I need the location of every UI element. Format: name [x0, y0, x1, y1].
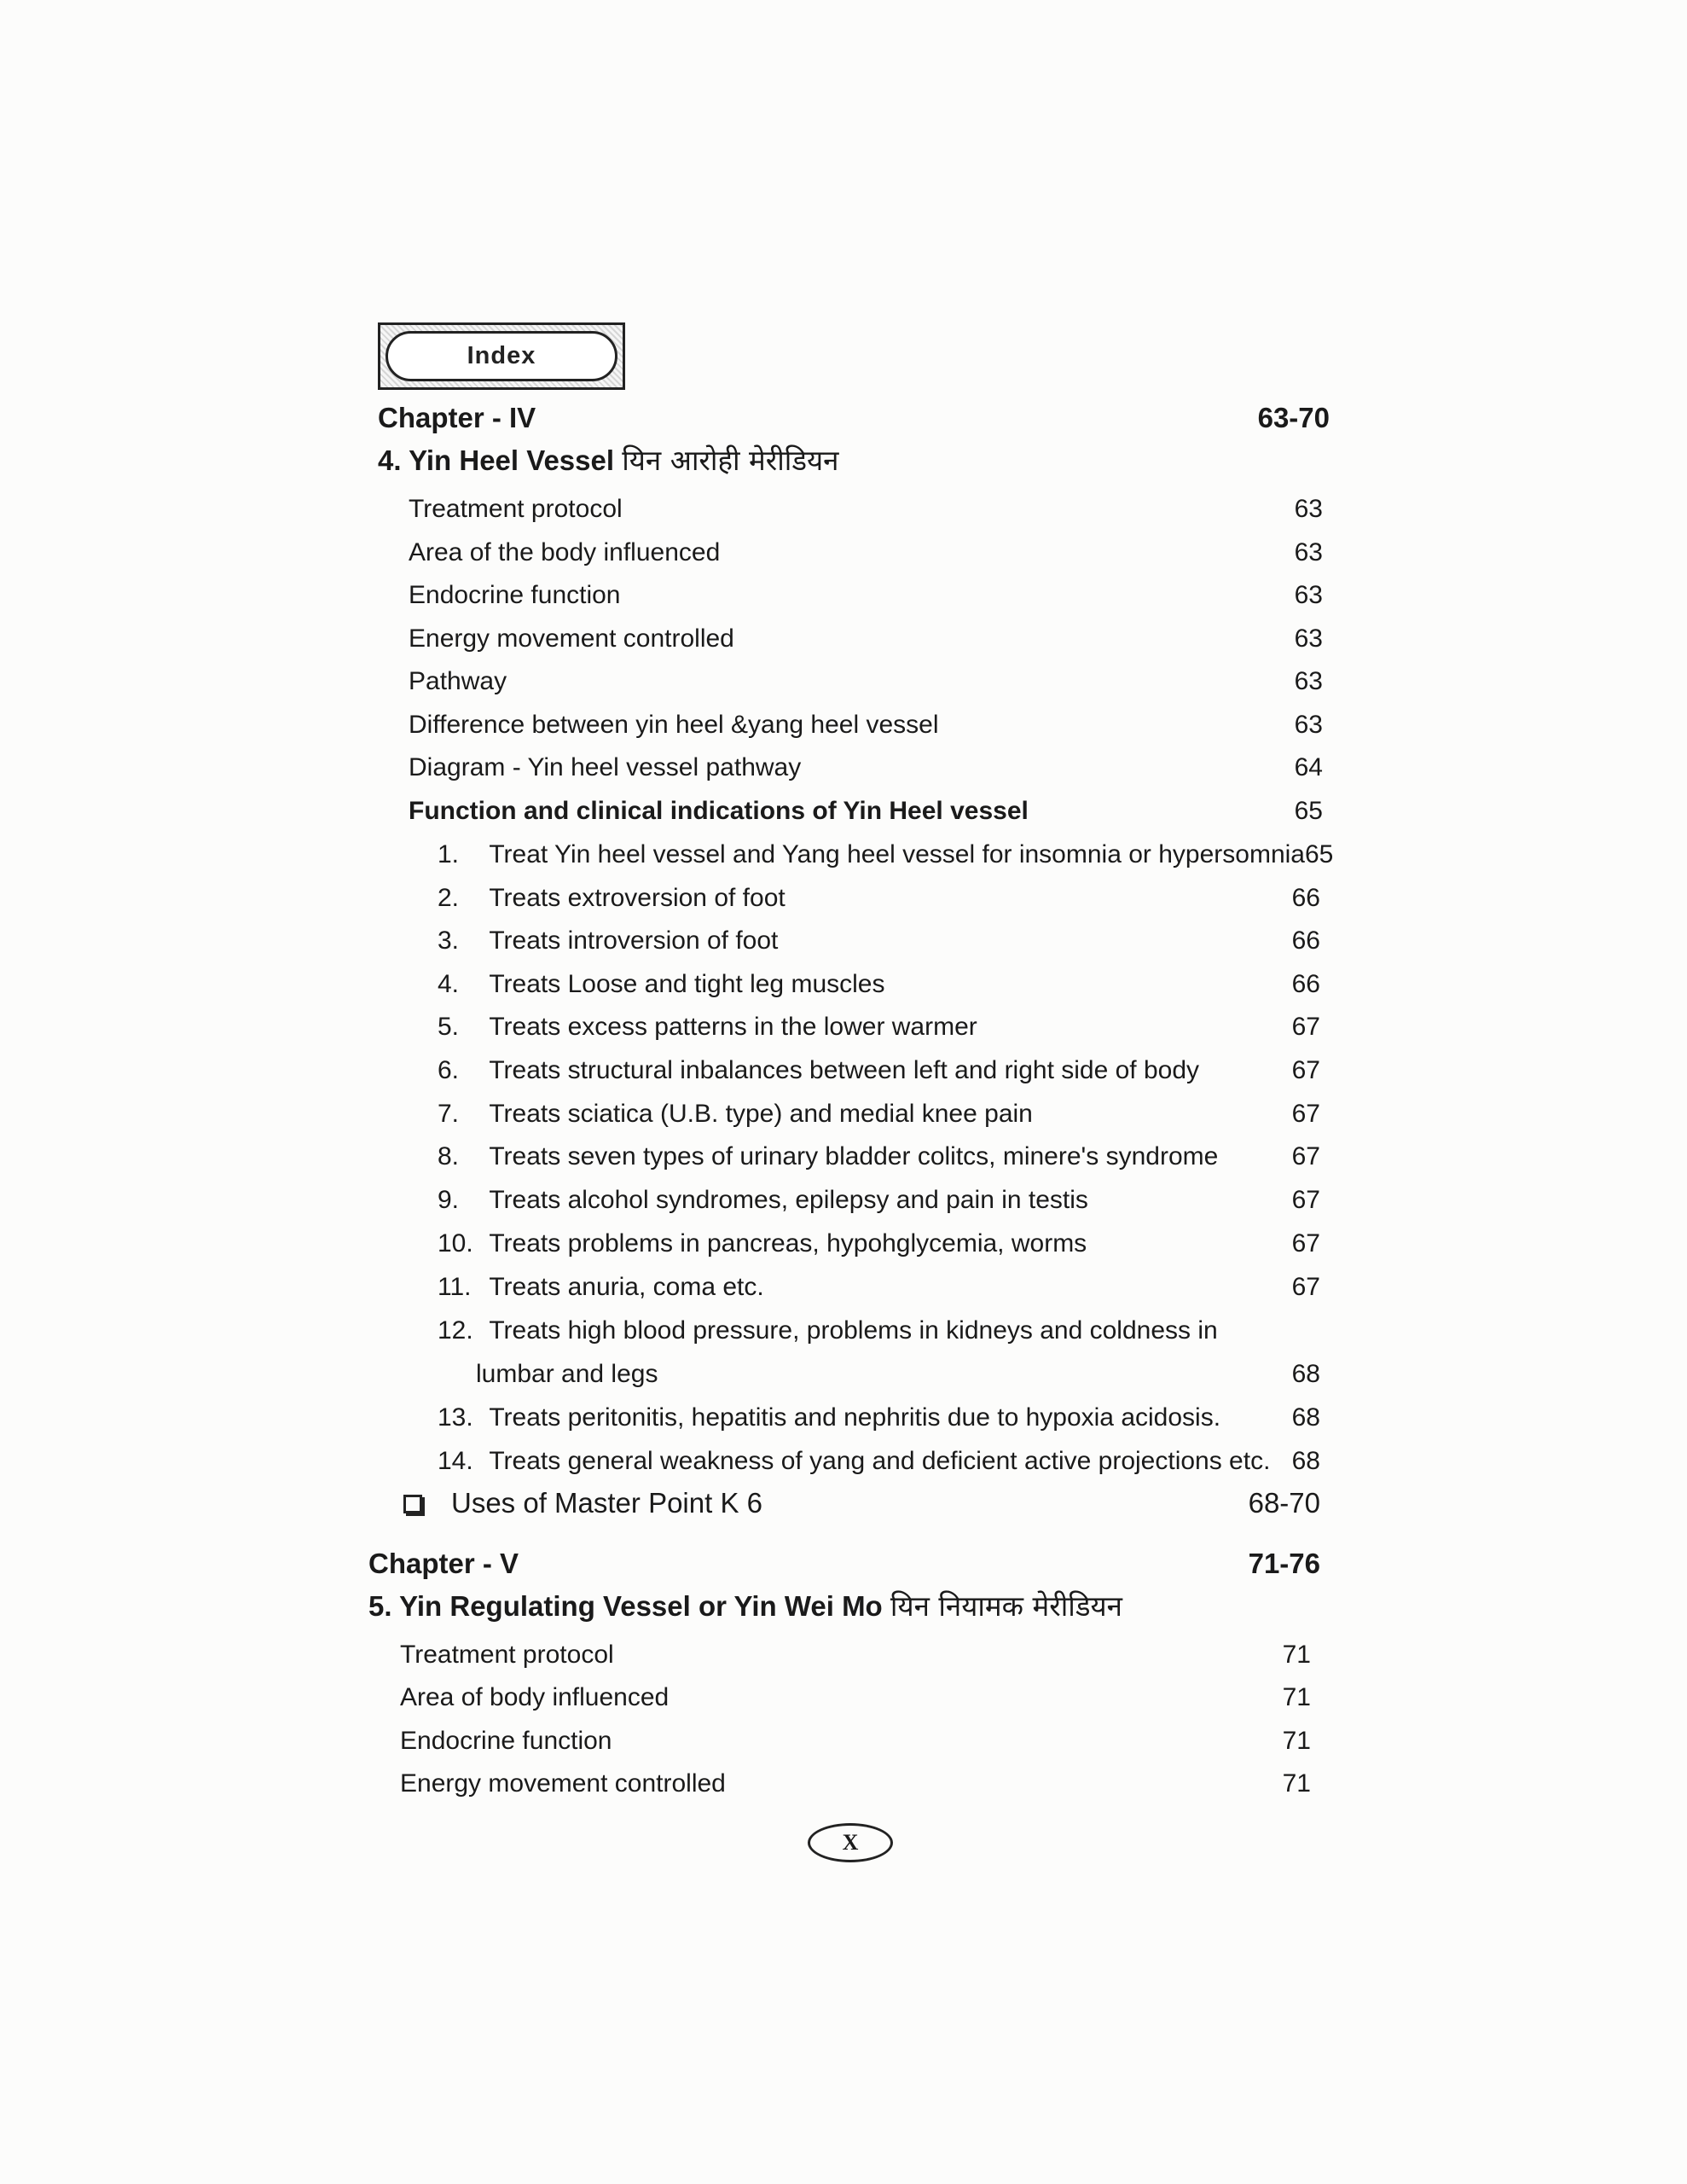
- checkbox-bullet-icon: [403, 1495, 422, 1513]
- toc-numbered-entry: 12. Treats high blood pressure, problems in kidneys and coldness in: [438, 1316, 1218, 1345]
- toc-entry: Energy movement controlled 71: [400, 1769, 1311, 1798]
- chapter-4-section-title: 4. Yin Heel Vessel यिन आरोही मेरीडियन: [378, 444, 839, 477]
- toc-numbered-entry: 7. Treats sciatica (U.B. type) and medial knee pain 67: [438, 1100, 1320, 1128]
- section-hindi-title: यिन आरोही मेरीडियन: [622, 444, 839, 477]
- toc-entry: Treatment protocol 71: [400, 1641, 1311, 1669]
- toc-numbered-entry: 8. Treats seven types of urinary bladder colitcs, minere's syndrome 67: [438, 1142, 1320, 1170]
- chapter-4-pages: 63-70: [1257, 402, 1330, 433]
- toc-numbered-entry: 10. Treats problems in pancreas, hypohglycemia, worms 67: [438, 1229, 1320, 1258]
- chapter-4-heading: [378, 403, 1330, 433]
- toc-numbered-entry: 14. Treats general weakness of yang and deficient active projections etc. 68: [438, 1447, 1320, 1475]
- toc-numbered-entry: 4. Treats Loose and tight leg muscles 66: [438, 970, 1320, 998]
- toc-entry: Area of body influenced 71: [400, 1683, 1311, 1711]
- toc-entry: Endocrine function 71: [400, 1727, 1311, 1755]
- toc-numbered-entry: 2. Treats extroversion of foot 66: [438, 884, 1320, 912]
- master-point-entry: Uses of Master Point K 6 68-70: [403, 1488, 1320, 1519]
- toc-entry: Diagram - Yin heel vessel pathway 64: [409, 753, 1323, 781]
- chapter-5-heading: [368, 1548, 1320, 1579]
- toc-entry: Energy movement controlled 63: [409, 624, 1323, 653]
- toc-numbered-entry: 3. Treats introversion of foot 66: [438, 926, 1320, 955]
- index-label: Index: [467, 342, 536, 369]
- chapter-4-title: Chapter - IV: [378, 402, 536, 433]
- toc-entry-function-heading: Function and clinical indications of Yin Heel vessel 65: [409, 797, 1323, 825]
- toc-numbered-entry-continuation: lumbar and legs 68: [476, 1360, 1320, 1388]
- toc-numbered-entry: 1. Treat Yin heel vessel and Yang heel vessel for insomnia or hypersomnia 65: [438, 840, 1334, 868]
- section-hindi-title: यिन नियामक मेरीडियन: [890, 1589, 1122, 1623]
- toc-entry: Area of the body influenced 63: [409, 538, 1323, 566]
- index-label-box: [378, 322, 625, 390]
- toc-entry: Endocrine function 63: [409, 581, 1323, 609]
- toc-numbered-entry: 5. Treats excess patterns in the lower warmer 67: [438, 1013, 1320, 1041]
- chapter-5-pages: 71-76: [1248, 1548, 1320, 1579]
- index-pill: [386, 331, 617, 381]
- page-number: [808, 1823, 893, 1862]
- toc-entry: Pathway 63: [409, 667, 1323, 695]
- chapter-5-section-title: 5. Yin Regulating Vessel or Yin Wei Mo यिन नियामक मेरीडियन: [368, 1589, 1122, 1623]
- page-number-text: X: [842, 1830, 859, 1855]
- toc-entry: Treatment protocol 63: [409, 495, 1323, 523]
- toc-numbered-entry: 9. Treats alcohol syndromes, epilepsy and pain in testis 67: [438, 1186, 1320, 1214]
- chapter-5-title: Chapter - V: [368, 1548, 519, 1579]
- toc-numbered-entry: 11. Treats anuria, coma etc. 67: [438, 1273, 1320, 1301]
- toc-entry: Difference between yin heel &yang heel vessel 63: [409, 711, 1323, 739]
- toc-numbered-entry: 6. Treats structural inbalances between left and right side of body 67: [438, 1056, 1320, 1084]
- toc-numbered-entry: 13. Treats peritonitis, hepatitis and nephritis due to hypoxia acidosis. 68: [438, 1403, 1320, 1432]
